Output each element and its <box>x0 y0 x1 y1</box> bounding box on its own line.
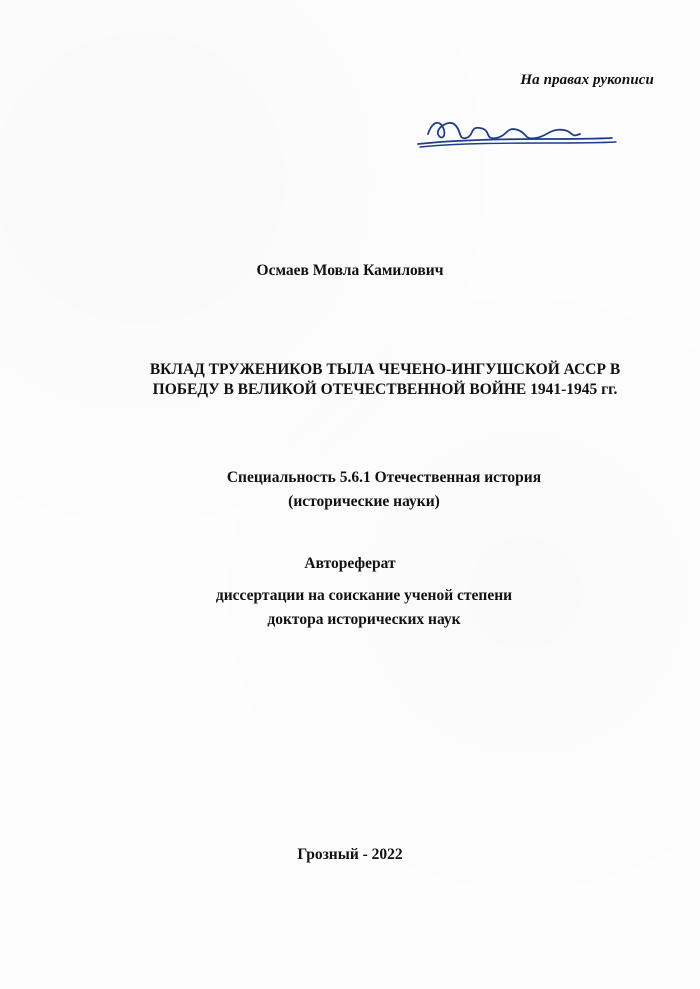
document-type: Автореферат <box>304 555 396 572</box>
rights-note: На правах рукописи <box>520 72 654 88</box>
signature-image <box>410 110 620 155</box>
specialty-line-2: (исторические науки) <box>288 493 440 510</box>
specialty-line-1: Специальность 5.6.1 Отечественная история <box>226 469 542 486</box>
dissertation-title <box>0 360 700 400</box>
title-line-1: ВКЛАД ТРУЖЕНИКОВ ТЫЛА ЧЕЧЕНО-ИНГУШСКОЙ АССР В <box>149 361 621 378</box>
degree-purpose <box>0 584 700 632</box>
specialty-block <box>0 466 700 514</box>
purpose-line-1: диссертации на соискание ученой степени <box>215 587 513 604</box>
city-year: Грозный - 2022 <box>297 846 403 863</box>
purpose-line-2: доктора исторических наук <box>267 611 461 628</box>
author-name: Осмаев Мовла Камилович <box>256 262 444 279</box>
title-line-2: ПОБЕДУ В ВЕЛИКОЙ ОТЕЧЕСТВЕННОЙ ВОЙНЕ 1941-1945 гг. <box>152 381 618 398</box>
